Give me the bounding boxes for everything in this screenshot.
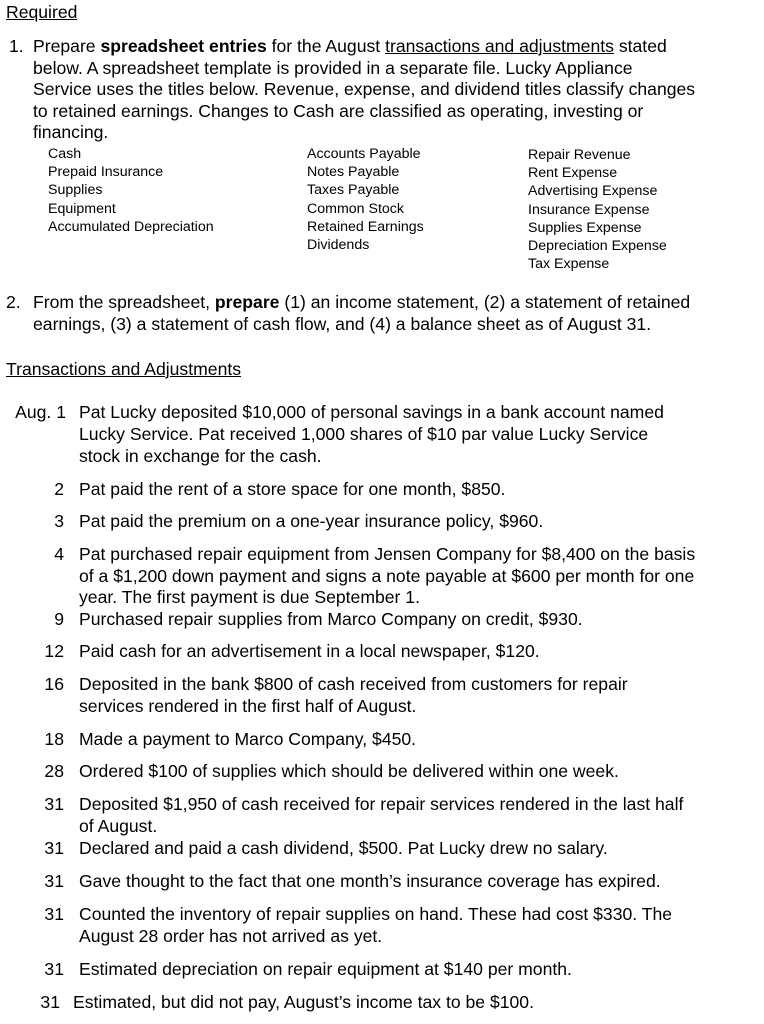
account-titles-column-3: [528, 146, 667, 273]
transaction-text: Pat paid the premium on a one-year insurance policy, $960.: [79, 511, 544, 531]
transaction-date: 31: [44, 794, 64, 814]
transaction-date: 31: [44, 871, 64, 891]
account-title: Dividends: [307, 237, 370, 254]
transaction-date: 3: [54, 511, 64, 531]
transaction-text: of August.: [79, 816, 158, 836]
account-title: Cash: [48, 146, 82, 162]
account-title: Rent Expense: [528, 165, 618, 182]
transaction-date: 9: [54, 609, 64, 629]
transaction-text: Deposited $1,950 of cash received for repair services rendered in the last half: [79, 794, 684, 814]
transaction-date: 18: [44, 729, 64, 749]
account-title: Prepaid Insurance: [48, 164, 164, 181]
transaction-text: Lucky Service. Pat received 1,000 shares of $10 par value Lucky Service: [79, 424, 649, 444]
account-title: Accumulated Depreciation: [48, 218, 214, 235]
item1-bold: spreadsheet entries: [100, 36, 267, 56]
transaction-text: Purchased repair supplies from Marco Company on credit, $930.: [79, 609, 583, 629]
item1-line-3: Service uses the titles below. Revenue, expense, and dividend titles classify changes: [33, 79, 696, 99]
item1-number: 1.: [9, 36, 24, 56]
account-title: Depreciation Expense: [528, 238, 667, 255]
account-title: Common Stock: [307, 200, 404, 217]
account-title: Accounts Payable: [307, 146, 421, 162]
account-title: Advertising Expense: [528, 183, 658, 200]
transaction-text: Deposited in the bank $800 of cash received from customers for repair: [79, 674, 628, 694]
transaction-text: stock in exchange for the cash.: [79, 446, 322, 466]
transaction-date: 31: [40, 992, 60, 1012]
item1-line-2: below. A spreadsheet template is provided in a separate file. Lucky Appliance: [33, 57, 633, 78]
transaction-date: 4: [54, 544, 64, 564]
account-title: Taxes Payable: [307, 182, 400, 199]
transaction-text: of a $1,200 down payment and signs a note payable at $600 per month for one: [79, 566, 695, 586]
item2-number: 2.: [6, 292, 21, 312]
transactions-heading: Transactions and Adjustments: [6, 359, 242, 379]
item2-bold: prepare: [214, 292, 280, 312]
item1-line-4: to retained earnings. Changes to Cash are classified as operating, investing or: [33, 100, 644, 121]
transaction-date: 31: [44, 904, 64, 924]
account-title: Repair Revenue: [528, 147, 631, 163]
item1-pre: Prepare: [33, 36, 101, 56]
transaction-text: Ordered $100 of supplies which should be delivered within one week.: [79, 761, 619, 781]
transaction-text: Declared and paid a cash dividend, $500. Pat Lucky drew no salary.: [79, 838, 608, 858]
transaction-text: August 28 order has not arrived as yet.: [79, 926, 383, 946]
account-title: Equipment: [48, 200, 116, 217]
transaction-text: Gave thought to the fact that one month’s insurance coverage has expired.: [79, 871, 661, 891]
transaction-date: 31: [44, 838, 64, 858]
transaction-text: Pat Lucky deposited $10,000 of personal savings in a bank account named: [79, 402, 664, 422]
item1-mid: for the August: [266, 36, 386, 56]
transaction-date: 16: [44, 674, 64, 694]
account-title: Insurance Expense: [528, 201, 650, 218]
item2-post: (1) an income statement, (2) a statement of retained: [279, 292, 691, 312]
transaction-date: 12: [44, 641, 64, 661]
account-title: Tax Expense: [528, 256, 610, 273]
transaction-text: Pat purchased repair equipment from Jensen Company for $8,400 on the basis: [79, 544, 696, 564]
item1-underlined: transactions and adjustments: [385, 36, 614, 56]
transaction-date: 28: [44, 761, 64, 781]
transaction-date: Aug. 1: [15, 402, 66, 422]
transaction-text: Estimated, but did not pay, August’s income tax to be $100.: [73, 992, 534, 1012]
item2-first-line: [33, 292, 690, 314]
item1-post: stated: [613, 36, 667, 56]
transaction-text: Counted the inventory of repair supplies on hand. These had cost $330. The: [79, 904, 673, 924]
account-title: Retained Earnings: [307, 218, 424, 235]
transaction-text: Paid cash for an advertisement in a local newspaper, $120.: [79, 641, 540, 661]
account-title: Notes Payable: [307, 164, 400, 181]
account-title: Supplies Expense: [528, 219, 642, 236]
transaction-text: services rendered in the first half of August.: [79, 696, 417, 716]
item1-line-5: financing.: [33, 122, 109, 142]
transaction-text: Pat paid the rent of a store space for one month, $850.: [79, 479, 506, 499]
transaction-text: Made a payment to Marco Company, $450.: [79, 729, 417, 749]
item1-first-line: [33, 36, 763, 58]
account-titles-column-2: [307, 145, 424, 254]
item2-line-2: earnings, (3) a statement of cash flow, and (4) a balance sheet as of August 31.: [33, 313, 652, 334]
account-title: Supplies: [48, 182, 103, 199]
transaction-text: year. The first payment is due September 1.: [79, 587, 420, 607]
account-titles-column-1: [48, 145, 214, 236]
transaction-text: Estimated depreciation on repair equipment at $140 per month.: [79, 959, 572, 979]
transaction-date: 31: [44, 959, 64, 979]
required-heading: Required: [6, 2, 78, 22]
transaction-date: 2: [54, 479, 64, 499]
item2-pre: From the spreadsheet,: [33, 292, 215, 312]
